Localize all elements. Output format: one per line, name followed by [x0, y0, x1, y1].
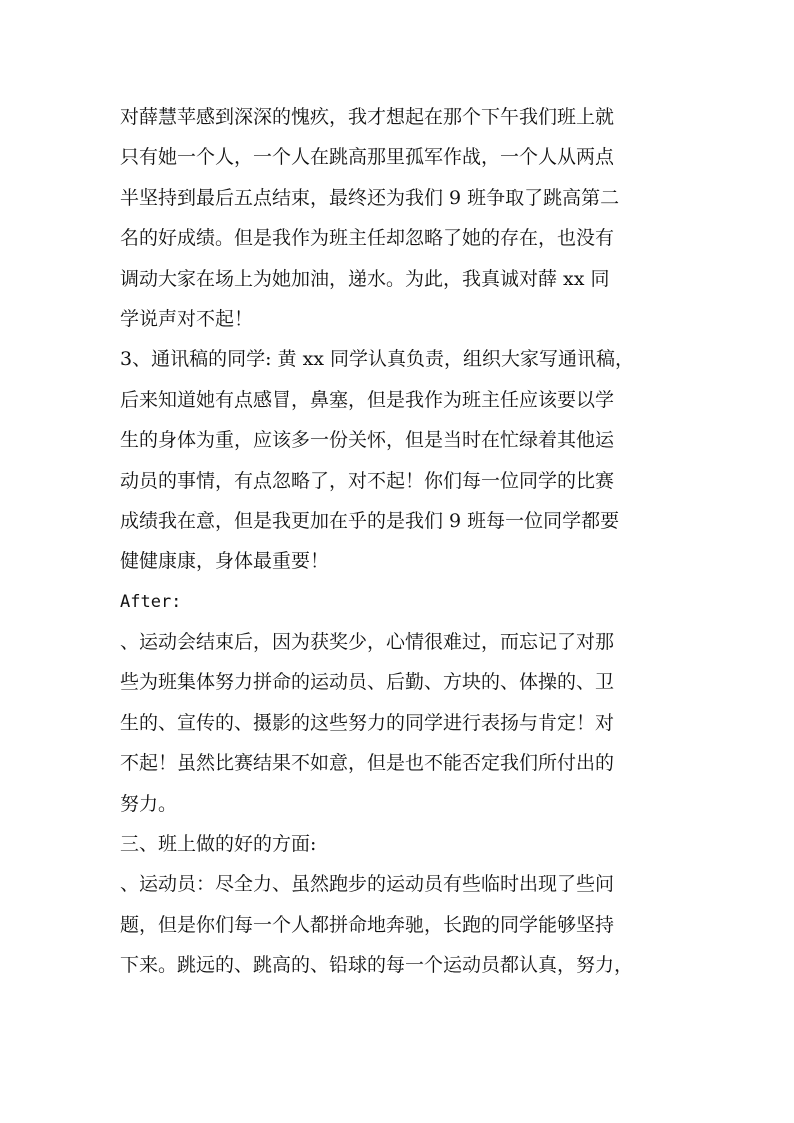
text-line: 生的、宣传的、摄影的这些努力的同学进行表扬与肯定！对	[120, 711, 615, 734]
text-line: 健健康康，身体最重要！	[120, 550, 330, 573]
section-label-after: After:	[120, 591, 182, 612]
text-line: 3、通讯稿的同学: 黄 xx 同学认真负责，组织大家写通讯稿，	[120, 348, 635, 371]
text-line: 下来。跳远的、跳高的、铅球的每一个运动员都认真，努力，	[120, 954, 634, 977]
text-line: 不起！虽然比赛结果不如意，但是也不能否定我们所付出的	[120, 752, 615, 775]
text-line: 学说声对不起！	[120, 307, 254, 330]
text-line: 对薛慧苹感到深深的愧疚，我才想起在那个下午我们班上就	[120, 106, 615, 128]
text-line: 、运动会结束后，因为获奖少，心情很难过，而忘记了对那	[120, 631, 615, 654]
section-heading: 三、班上做的好的方面:	[120, 833, 317, 856]
text-line: 只有她一个人，一个人在跳高那里孤军作战，一个人从两点	[120, 146, 615, 169]
text-line: 半坚持到最后五点结束，最终还为我们 9 班争取了跳高第二	[120, 186, 620, 209]
text-line: 后来知道她有点感冒，鼻塞，但是我作为班主任应该要以学	[120, 388, 615, 411]
text-line: 些为班集体努力拼命的运动员、后勤、方块的、体操的、卫	[120, 671, 615, 694]
document-body	[120, 97, 680, 986]
text-line: 生的身体为重，应该多一份关怀，但是当时在忙绿着其他运	[120, 429, 615, 452]
text-line: 名的好成绩。但是我作为班主任却忽略了她的存在，也没有	[120, 227, 615, 250]
text-line: 动员的事情，有点忽略了，对不起！你们每一位同学的比赛	[120, 469, 615, 492]
text-line: 调动大家在场上为她加油，递水。为此，我真诚对薛 xx 同	[120, 267, 610, 290]
text-line: 努力。	[120, 792, 178, 815]
text-line: 题，但是你们每一个人都拼命地奔驰，长跑的同学能够坚持	[120, 913, 615, 936]
text-line: 成绩我在意，但是我更加在乎的是我们 9 班每一位同学都要	[120, 509, 620, 532]
text-line: 、运动员：尽全力、虽然跑步的运动员有些临时出现了些问	[120, 873, 615, 896]
